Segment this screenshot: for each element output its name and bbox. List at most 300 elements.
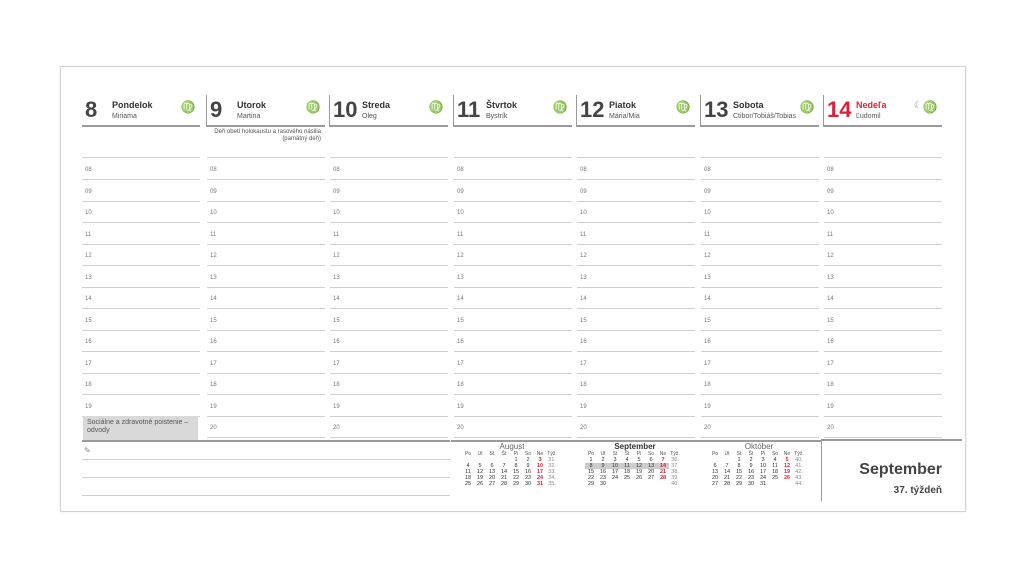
hour-slot[interactable]	[701, 158, 819, 180]
hour-slot[interactable]	[82, 266, 200, 288]
hour-slot[interactable]	[82, 287, 200, 309]
calendar-day[interactable]: 22	[587, 475, 595, 481]
hour-slot[interactable]	[824, 180, 942, 202]
weekday-header: St	[489, 451, 495, 457]
hour-slot[interactable]	[330, 395, 448, 417]
weekday-header: St	[612, 451, 618, 457]
hour-slot[interactable]	[82, 180, 200, 202]
hour-slot[interactable]	[577, 287, 695, 309]
calendar-day[interactable]: 23	[747, 475, 755, 481]
calendar-day[interactable]: 34.	[548, 475, 556, 481]
hour-slot[interactable]	[454, 330, 572, 352]
calendar-day[interactable]: 7	[725, 463, 729, 469]
hour-slot[interactable]	[577, 330, 695, 352]
calendar-day[interactable]: 17	[611, 469, 619, 475]
calendar-day[interactable]: 21	[500, 475, 508, 481]
calendar-day[interactable]: 36.	[671, 457, 679, 463]
hour-slot[interactable]	[330, 352, 448, 374]
calendar-day[interactable]: 7	[502, 463, 506, 469]
hour-label: 18	[704, 382, 711, 388]
hour-label: 16	[85, 339, 92, 345]
calendar-day[interactable]: 15	[587, 469, 595, 475]
hour-label: 16	[333, 339, 340, 345]
day-column-9[interactable]	[206, 95, 325, 431]
hour-slot[interactable]	[701, 352, 819, 374]
hour-slot[interactable]	[824, 287, 942, 309]
calendar-day[interactable]: 28	[659, 475, 667, 481]
calendar-day[interactable]: 3	[538, 457, 542, 463]
hour-slot[interactable]	[207, 201, 325, 223]
calendar-day[interactable]: 2	[749, 457, 753, 463]
hour-label: 18	[580, 382, 587, 388]
weekday-header: Týž.	[794, 451, 804, 457]
calendar-day[interactable]: 14	[723, 469, 731, 475]
calendar-day[interactable]: 3	[613, 457, 617, 463]
day-number: 12	[580, 97, 605, 122]
hour-label: 18	[457, 382, 464, 388]
calendar-day[interactable]: 37.	[671, 463, 679, 469]
calendar-day[interactable]: 30	[747, 481, 755, 487]
calendar-day[interactable]: 5	[785, 457, 789, 463]
hour-label: 11	[85, 231, 92, 238]
hour-slot[interactable]	[330, 330, 448, 352]
hour-slot[interactable]	[577, 158, 695, 180]
hour-slot[interactable]	[207, 180, 325, 202]
calendar-day[interactable]: 43.	[795, 475, 803, 481]
hour-label: 15	[333, 317, 340, 324]
hour-slot[interactable]	[577, 201, 695, 223]
calendar-day[interactable]: 20	[711, 475, 719, 481]
hour-label: 11	[457, 231, 464, 238]
calendar-day[interactable]: 21	[659, 469, 667, 475]
calendar-day[interactable]: 23	[599, 475, 607, 481]
calendar-day[interactable]: 40.	[795, 457, 803, 463]
hour-label: 18	[210, 382, 217, 388]
hour-slot[interactable]	[82, 158, 200, 180]
calendar-day[interactable]	[609, 481, 621, 487]
calendar-day[interactable]: 24	[536, 475, 544, 481]
calendar-day[interactable]: 30	[524, 481, 532, 487]
hour-slot[interactable]	[82, 352, 200, 374]
hour-label: 20	[704, 425, 711, 431]
hour-label: 16	[580, 339, 587, 345]
calendar-day[interactable]: 10	[609, 463, 621, 469]
calendar-day[interactable]: 12	[476, 469, 484, 475]
hour-label: 14	[827, 296, 834, 302]
hour-label: 17	[827, 360, 834, 367]
weekday-header: Po	[587, 451, 595, 457]
hour-slot[interactable]	[454, 180, 572, 202]
day-column-13[interactable]	[700, 95, 819, 431]
day-column-14[interactable]	[823, 95, 942, 431]
calendar-day[interactable]: 17	[759, 469, 767, 475]
calendar-day[interactable]: 42.	[795, 469, 803, 475]
calendar-day[interactable]: 18	[771, 469, 779, 475]
hour-slot[interactable]	[577, 352, 695, 374]
hour-slot[interactable]	[454, 223, 572, 245]
hour-slot[interactable]	[701, 223, 819, 245]
calendar-day[interactable]: 26	[635, 475, 643, 481]
mini-calendar-title: September	[614, 442, 656, 451]
hour-slot[interactable]	[82, 223, 200, 245]
hour-label: 14	[457, 296, 464, 302]
name-day: Ľudomil	[856, 113, 881, 120]
calendar-day[interactable]: 15	[735, 469, 743, 475]
calendar-day[interactable]: 9	[597, 463, 609, 469]
hour-slot[interactable]	[330, 287, 448, 309]
calendar-day[interactable]: 7	[661, 457, 665, 463]
calendar-day[interactable]: 13	[645, 463, 657, 469]
day-number: 13	[704, 97, 729, 122]
hour-slot[interactable]	[454, 201, 572, 223]
calendar-day[interactable]: 22	[735, 475, 743, 481]
day-number: 14	[827, 97, 852, 122]
hour-label: 16	[210, 339, 217, 345]
hour-slot[interactable]	[577, 180, 695, 202]
hour-slot[interactable]	[207, 373, 325, 395]
calendar-day[interactable]: 5	[637, 457, 641, 463]
hour-slot[interactable]	[330, 244, 448, 266]
hour-slot[interactable]	[701, 287, 819, 309]
calendar-day[interactable]: 27	[647, 475, 655, 481]
calendar-day[interactable]: 25	[623, 475, 631, 481]
hour-slot[interactable]	[330, 180, 448, 202]
calendar-day[interactable]: 38.	[671, 469, 679, 475]
hour-slot[interactable]	[207, 158, 325, 180]
hour-slot[interactable]	[824, 395, 942, 417]
hour-slot[interactable]	[701, 201, 819, 223]
hour-slot[interactable]	[454, 158, 572, 180]
calendar-day[interactable]: 24	[759, 475, 767, 481]
calendar-day[interactable]: 10	[536, 463, 544, 469]
name-day: Bystrík	[486, 113, 508, 120]
hour-slot[interactable]	[824, 373, 942, 395]
hour-label: 12	[333, 253, 340, 259]
pencil-icon: ✎	[84, 446, 91, 455]
hour-slot[interactable]	[454, 395, 572, 417]
hour-slot[interactable]	[824, 266, 942, 288]
day-name: Nedeľa	[856, 100, 887, 110]
hour-slot[interactable]	[454, 352, 572, 374]
calendar-day[interactable]: 20	[647, 469, 655, 475]
calendar-day[interactable]: 19	[783, 469, 791, 475]
hour-slot[interactable]	[824, 201, 942, 223]
calendar-day[interactable]: 2	[526, 457, 530, 463]
virgo-zodiac-icon: ♍	[552, 100, 568, 114]
hour-slot[interactable]	[824, 244, 942, 266]
calendar-day[interactable]: 14	[657, 463, 669, 469]
hour-label: 17	[85, 360, 92, 367]
calendar-day[interactable]: 41.	[795, 463, 803, 469]
day-column-12[interactable]	[576, 95, 695, 431]
day-column-10[interactable]	[329, 95, 448, 431]
calendar-day[interactable]	[769, 481, 781, 487]
hour-slot[interactable]	[577, 373, 695, 395]
calendar-day[interactable]: 8	[737, 463, 741, 469]
calendar-day[interactable]: 6	[649, 457, 653, 463]
hour-label: 19	[580, 403, 587, 410]
hour-slot[interactable]	[577, 223, 695, 245]
calendar-day[interactable]: 4	[625, 457, 629, 463]
weekday-header: Ne	[783, 451, 791, 457]
calendar-day[interactable]: 20	[488, 475, 496, 481]
weekday-header: Po	[711, 451, 719, 457]
calendar-day[interactable]: 26	[476, 481, 484, 487]
calendar-day[interactable]: 13	[711, 469, 719, 475]
day-column-11[interactable]	[453, 95, 572, 431]
calendar-day[interactable]: 31	[536, 481, 544, 487]
day-name: Utorok	[237, 100, 266, 110]
hour-slot[interactable]	[207, 266, 325, 288]
calendar-day[interactable]	[621, 481, 633, 487]
hour-label: 16	[457, 339, 464, 345]
day-header	[577, 95, 695, 127]
calendar-day[interactable]: 15	[512, 469, 520, 475]
hour-label: 17	[457, 360, 464, 367]
calendar-day[interactable]: 19	[476, 475, 484, 481]
weekday-header: Ut	[477, 451, 483, 457]
calendar-day[interactable]: 29	[735, 481, 743, 487]
calendar-day[interactable]	[657, 481, 669, 487]
hour-slot[interactable]	[701, 266, 819, 288]
calendar-day[interactable]: 25	[771, 475, 779, 481]
calendar-day[interactable]: 35.	[548, 481, 556, 487]
calendar-day[interactable]: 3	[761, 457, 765, 463]
hour-slot[interactable]	[577, 416, 695, 438]
calendar-day[interactable]	[645, 481, 657, 487]
weekday-header: Št	[624, 451, 630, 457]
hour-slot[interactable]	[82, 309, 200, 331]
hour-slot[interactable]	[701, 373, 819, 395]
calendar-day[interactable]: 18	[623, 469, 631, 475]
hour-label: 14	[85, 296, 92, 302]
weekday-header: Ne	[536, 451, 544, 457]
hour-slot[interactable]	[330, 373, 448, 395]
hour-slot[interactable]	[701, 244, 819, 266]
hour-slot[interactable]	[577, 266, 695, 288]
calendar-day[interactable]: 11	[465, 469, 471, 475]
calendar-day[interactable]: 6	[713, 463, 717, 469]
calendar-day[interactable]: 26	[783, 475, 791, 481]
calendar-day[interactable]: 4	[773, 457, 777, 463]
weekday-header: So	[771, 451, 779, 457]
hour-slot[interactable]	[82, 395, 200, 417]
hour-label: 20	[457, 425, 464, 431]
calendar-day[interactable]: 21	[723, 475, 731, 481]
hour-slot[interactable]	[330, 158, 448, 180]
hour-slot[interactable]	[330, 201, 448, 223]
calendar-day[interactable]: 39.	[671, 475, 679, 481]
hour-label: 09	[704, 188, 711, 195]
calendar-day[interactable]: 14	[500, 469, 508, 475]
name-day: Mária/Mia	[609, 113, 640, 120]
hour-slot[interactable]	[701, 180, 819, 202]
day-name: Streda	[362, 100, 391, 110]
hour-label: 11	[210, 231, 217, 238]
weekday-header: Pi	[636, 451, 642, 457]
hour-label: 12	[580, 253, 587, 259]
hour-slot[interactable]	[330, 309, 448, 331]
calendar-day[interactable]: 28	[500, 481, 508, 487]
hour-label: 18	[85, 382, 92, 388]
hour-label: 15	[210, 317, 217, 324]
hour-label: 09	[210, 188, 217, 195]
calendar-day[interactable]: 8	[585, 463, 597, 469]
weekday-header: Pi	[760, 451, 766, 457]
hour-label: 08	[580, 167, 587, 173]
hour-slot[interactable]	[824, 223, 942, 245]
weekday-header: Ne	[659, 451, 667, 457]
calendar-day[interactable]: 33.	[548, 469, 556, 475]
calendar-day[interactable]: 24	[611, 475, 619, 481]
hour-slot[interactable]	[824, 352, 942, 374]
hour-label: 19	[210, 403, 217, 410]
day-column-8[interactable]	[82, 95, 200, 410]
hour-slot[interactable]	[207, 287, 325, 309]
calendar-day[interactable]: 13	[488, 469, 496, 475]
mini-calendar-1	[576, 442, 694, 487]
hour-slot[interactable]	[824, 416, 942, 438]
moon-phase-icon: ☾	[913, 100, 922, 110]
calendar-day[interactable]: 25	[464, 481, 472, 487]
hour-label: 15	[85, 317, 92, 324]
calendar-day[interactable]: 40.	[671, 481, 679, 487]
hour-slot[interactable]	[577, 244, 695, 266]
hour-slot[interactable]	[82, 330, 200, 352]
calendar-day[interactable]	[781, 481, 793, 487]
calendar-day[interactable]: 19	[635, 469, 643, 475]
notes-area[interactable]	[82, 440, 450, 497]
hour-slot[interactable]	[577, 395, 695, 417]
calendar-day[interactable]: 29	[587, 481, 595, 487]
calendar-day[interactable]: 31	[759, 481, 767, 487]
hour-slot[interactable]	[330, 266, 448, 288]
calendar-day[interactable]: 1	[589, 457, 593, 463]
calendar-day[interactable]: 4	[466, 463, 470, 469]
hour-slot[interactable]	[454, 309, 572, 331]
hour-label: 20	[210, 425, 217, 431]
hour-slot[interactable]	[207, 309, 325, 331]
hour-slot[interactable]	[207, 244, 325, 266]
hour-label: 14	[333, 296, 340, 302]
hour-label: 14	[210, 296, 217, 302]
hour-slot[interactable]	[207, 223, 325, 245]
weekday-header: Ut	[600, 451, 606, 457]
calendar-day[interactable]: 44.	[795, 481, 803, 487]
hour-slot[interactable]	[454, 287, 572, 309]
weekday-header: Po	[464, 451, 472, 457]
calendar-day[interactable]: 17	[536, 469, 544, 475]
hour-label: 09	[457, 188, 464, 195]
week-number: 37. týždeň	[893, 485, 942, 496]
hour-label: 17	[333, 360, 340, 367]
calendar-day[interactable]: 29	[512, 481, 520, 487]
calendar-day[interactable]: 2	[601, 457, 605, 463]
day-header	[82, 95, 200, 127]
mini-calendar-2	[700, 442, 818, 487]
hour-label: 10	[580, 210, 587, 216]
calendar-day[interactable]: 6	[490, 463, 494, 469]
calendar-day[interactable]: 1	[514, 457, 518, 463]
hour-label: 17	[704, 360, 711, 367]
hour-slot[interactable]	[454, 266, 572, 288]
hour-slot[interactable]	[82, 373, 200, 395]
calendar-day[interactable]: 8	[514, 463, 518, 469]
calendar-day[interactable]: 30	[599, 481, 607, 487]
virgo-zodiac-icon: ♍	[922, 100, 938, 114]
calendar-day[interactable]: 11	[621, 463, 633, 469]
hour-label: 15	[457, 317, 464, 324]
hour-slot[interactable]	[701, 416, 819, 438]
hour-slot[interactable]	[454, 244, 572, 266]
weekday-header: Týž.	[547, 451, 557, 457]
calendar-day[interactable]	[633, 481, 645, 487]
calendar-day[interactable]: 12	[633, 463, 645, 469]
hour-label: 18	[333, 382, 340, 388]
hour-label: 10	[704, 210, 711, 216]
calendar-day[interactable]: 1	[737, 457, 741, 463]
hour-slot[interactable]	[577, 309, 695, 331]
calendar-day[interactable]: 16	[747, 469, 755, 475]
hour-slot[interactable]	[82, 244, 200, 266]
hour-slot[interactable]	[207, 352, 325, 374]
calendar-day[interactable]: 28	[723, 481, 731, 487]
hour-label: 13	[704, 274, 711, 281]
calendar-day[interactable]: 9	[749, 463, 753, 469]
calendar-day[interactable]: 5	[478, 463, 482, 469]
calendar-day[interactable]: 11	[772, 463, 778, 469]
calendar-day[interactable]: 31.	[548, 457, 556, 463]
weekday-header: Týž.	[670, 451, 680, 457]
virgo-zodiac-icon: ♍	[305, 100, 321, 114]
calendar-day[interactable]: 9	[526, 463, 530, 469]
calendar-day[interactable]: 18	[464, 475, 472, 481]
hour-label: 09	[333, 188, 340, 195]
hour-slot[interactable]	[824, 330, 942, 352]
hour-slot[interactable]	[207, 330, 325, 352]
hour-slot[interactable]	[824, 158, 942, 180]
hour-slot[interactable]	[824, 309, 942, 331]
calendar-day[interactable]: 23	[524, 475, 532, 481]
calendar-day[interactable]: 22	[512, 475, 520, 481]
calendar-day[interactable]: 16	[524, 469, 532, 475]
hour-label: 17	[210, 360, 217, 367]
hour-label: 10	[333, 210, 340, 216]
hour-label: 13	[210, 274, 217, 281]
hour-slot[interactable]	[701, 309, 819, 331]
calendar-day[interactable]: 10	[759, 463, 767, 469]
hour-slot[interactable]	[701, 395, 819, 417]
hour-slot[interactable]	[454, 373, 572, 395]
day-header	[701, 95, 819, 127]
calendar-day[interactable]: 16	[599, 469, 607, 475]
calendar-day[interactable]: 27	[488, 481, 496, 487]
hour-slot[interactable]	[701, 330, 819, 352]
hour-slot[interactable]	[454, 416, 572, 438]
name-day: Miriama	[112, 113, 137, 120]
hour-label: 14	[580, 296, 587, 302]
hour-slot[interactable]	[82, 201, 200, 223]
hour-label: 14	[704, 296, 711, 302]
hour-slot[interactable]	[207, 395, 325, 417]
hour-slot[interactable]	[207, 416, 325, 438]
hour-label: 12	[457, 253, 464, 259]
calendar-day[interactable]: 12	[783, 463, 791, 469]
hour-slot[interactable]	[330, 223, 448, 245]
calendar-day[interactable]: 32.	[548, 463, 556, 469]
hour-slot[interactable]	[330, 416, 448, 438]
calendar-day[interactable]: 27	[711, 481, 719, 487]
